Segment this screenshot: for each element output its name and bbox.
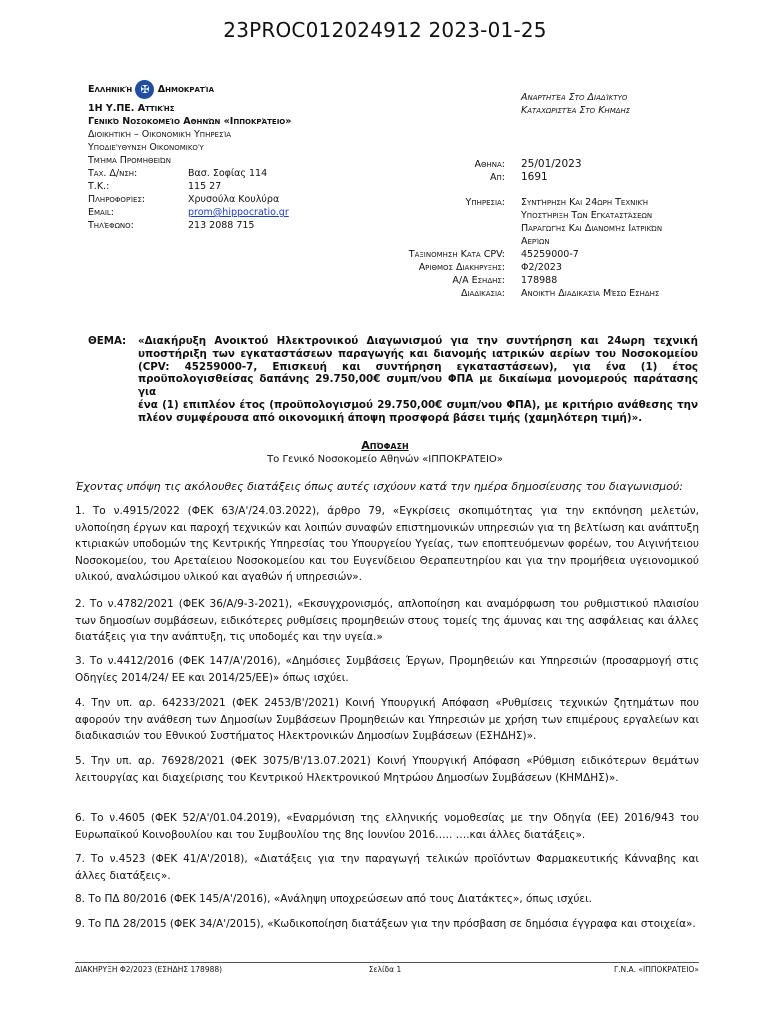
service-row [380,196,710,248]
protocol-value: 1691 [521,171,548,183]
org-line-1b: Δημοκρατία [157,84,215,95]
cpv-label: Ταξινομηση Κατα CPV: [408,249,505,260]
esidis-value: 178988 [521,275,558,286]
provision-2: 2. Το ν.4782/2021 (ΦΕΚ 36/Α/9-3-2021), «Εκσυγχρονισμός, απλοποίηση και αναμόρφωση του ρυθμιστικού πλαισίου των δημοσίων συμβάσεων, ειδικότερες ρυθμίσεις προμηθειών στους τομείς της άμυνας και της ασφάλειας και άλλες διατάξεις για την ανάπτυξη, τις υποδομές και την υγεία.» [75,598,699,643]
phone-row [88,219,348,232]
cpv-row [380,248,710,261]
postcode-label: Τ.Κ.: [88,181,110,192]
provision-1: 1. Το ν.4915/2022 (ΦΕΚ 63/Α'/24.03.2022), άρθρο 79, «Εγκρίσεις σκοπιμότητας για την εκπόνηση μελετών, υλοποίηση έργων και παροχή τεχνικών και λοιπών συναφών επιστημονικών υπηρεσιών για τη βελτίωση και ανάπτυξη κτιριακών υποδομών της Κεντρικής Υπηρεσίας του Υπουργείου Υγείας, των εποπτευόμενων φορέων, του Αιγινήτειου Νοσοκομείου, του Αρεταίειου Νοσοκομείου και του Ευγενίδειου Θεραπευτηρίου και για την προμήθεια υγειονομικού υλικού, αναλώσιμου υλικού και αγαθών ή υπηρεσιών». [75,505,699,583]
procedure-row [380,287,710,300]
tender-number-label: Αριθμος Διακηρυξης: [418,262,505,273]
publish-line-2: Καταχωριστέα Στο Κημδης [521,105,631,116]
esidis-row [380,274,710,287]
org-line-1 [88,78,348,102]
decision-intro: Έχοντας υπόψη τις ακόλουθες διατάξεις όπως αυτές ισχύουν κατά την ημέρα δημοσίευσης του διαγωνισμού: [75,480,683,493]
footer-right: Γ.Ν.Α. «ΙΠΠΟΚΡΑΤΕΙΟ» [613,965,699,974]
protocol-row [380,171,710,184]
service-line-4: Αερίων [521,236,550,247]
procedure-label: Διαδικασια: [460,288,505,299]
org-line-5: Υποδιεύθυνση Οικονομικού [88,142,204,153]
org-line-2: 1Η Υ.ΠΕ. Αττικής [88,103,175,114]
postcode-row [88,180,348,193]
tender-number-value: Φ2/2023 [521,262,562,273]
provision-3: 3. Το ν.4412/2016 (ΦΕΚ 147/Α'/2016), «Δημόσιες Συμβάσεις Έργων, Προμηθειών και Υπηρεσιών (προσαρμογή στις Οδηγίες 2014/24/ ΕΕ και 2014/25/ΕΕ)» όπως ισχύει. [75,655,699,684]
provision-4: 4. Την υπ. αρ. 64233/2021 (ΦΕΚ 2453/Β'/2021) Κοινή Υπουργική Απόφαση «Ρυθμίσεις τεχνικών ζητημάτων που αφορούν την ανάθεση των Δημοσίων Συμβάσεων Προμηθειών και Υπηρεσιών με χρήση των επιμέρους εργαλείων και διαδικασιών του Εθνικού Συστήματος Ηλεκτρονικών Δημοσίων Συμβάσεων (ΕΣΗΔΗΣ)». [75,697,699,742]
subject-text [138,335,698,425]
service-value [521,196,662,248]
address-label: Ταχ. Δ/νση: [88,168,138,179]
subject-line-5: ένα (1) επιπλέον έτος (προϋπολογισμού 29.750,00€ συμπ/νου ΦΠΑ), με κριτήριο ανάθεσης την [138,398,698,411]
cpv-value: 45259000-7 [521,249,579,260]
esidis-label: Α/Α Εσηδης: [452,275,505,286]
email-link[interactable]: prom@hippocratio.gr [188,207,289,218]
org-line-6: Τμήμα Προμηθειών [88,155,171,166]
service-line-1: Συντήρηση Και 24ωρη Τεχνική [521,197,649,208]
address-value: Βασ. Σοφίας 114 [188,168,268,179]
greek-republic-emblem-icon: ✠ [135,80,154,99]
document-id: 23PROC012024912 2023-01-25 [223,18,547,42]
org-header [88,78,348,232]
provision-6: 6. Το ν.4605 (ΦΕΚ 52/Α'/01.04.2019), «Εναρμόνιση της ελληνικής νομοθεσίας με την Οδηγία (ΕΕ) 2016/943 του Ευρωπαϊκού Κοινοβουλίου και του Συμβουλίου της 8ης Ιουνίου 2016….. ….και άλλες διατάξεις». [75,812,699,841]
postcode-value: 115 27 [188,181,222,192]
date-row [380,158,710,171]
contact-row [88,193,348,206]
contact-label: Πληροφορίες: [88,194,146,205]
decision-subtitle: Το Γενικό Νοσοκομείο Αθηνών «ΙΠΠΟΚΡΑΤΕΙΟ» [267,454,503,465]
provision-9: 9. Το ΠΔ 28/2015 (ΦΕΚ 34/Α'/2015), «Κωδικοποίηση διατάξεων για την πρόσβαση σε δημόσια έγγραφα και στοιχεία». [75,918,696,930]
subject-line-1: «Διακήρυξη Ανοικτού Ηλεκτρονικού Διαγωνισμού για την συντήρηση και 24ωρη τεχνική [138,335,698,347]
tender-number-row [380,261,710,274]
publish-notes [521,91,630,117]
provision-5: 5. Την υπ. αρ. 76928/2021 (ΦΕΚ 3075/Β'/13.07.2021) Κοινή Υπουργική Απόφαση «Ρύθμιση ειδικότερων θεμάτων λειτουργίας και διαχείρισης του Κεντρικού Ηλεκτρονικού Μητρώου Δημοσίων Συμβάσεων (ΚΗΜΔΗΣ)». [75,755,699,784]
procedure-value: Ανοικτή Διαδικασία Μέσω Εσηδης [521,288,660,299]
service-line-3: Παραγωγής Και Διανομής Ιατρικών [521,223,663,234]
footer-page-number: Σελίδα 1 [368,965,402,974]
email-label: Email: [88,207,114,218]
service-line-2: Υποστήριξη Των Εγκαταστάσεων [521,210,653,221]
service-label: Υπηρεσια: [465,197,505,208]
footer-left: ΔΙΑΚΗΡΥΞΗ Φ2/2023 (ΕΣΗΔΗΣ 178988) [75,965,223,974]
org-line-1a: Ελληνική [88,84,133,95]
provision-7: 7. Το ν.4523 (ΦΕΚ 41/Α'/2018), «Διατάξεις για την παραγωγή τελικών προϊόντων Φαρμακευτικής Κάνναβης και άλλες διατάξεις». [75,853,699,882]
date-value: 25/01/2023 [521,158,582,170]
subject-line-6: πλέον συμφέρουσα από οικονομική άποψη προσφορά βάσει τιμής (χαμηλότερη τιμή)». [138,411,643,424]
protocol-label: Απ: [490,172,505,183]
org-line-4: Διοικητική – Οικονομική Υπηρεσία [88,129,232,140]
phone-value: 213 2088 715 [188,220,255,231]
publish-line-1: Αναρτητέα Στο Διαδίκτυο [521,92,628,103]
contact-value: Χρυσούλα Κουλύρα [188,194,280,205]
org-line-3: Γενικό Νοσοκομείο Αθηνών «Ιπποκράτειο» [88,116,292,127]
date-label: Αθηνα: [474,159,505,170]
subject-label: ΘΕΜΑ: [88,335,127,347]
phone-label: Τηλέφωνο: [88,220,134,231]
subject-line-4: προϋπολογισθείσας δαπάνης 29.750,00€ συμπ/νου ΦΠΑ με δικαίωμα μονομερούς παράτασης για [138,373,698,399]
provision-8: 8. Το ΠΔ 80/2016 (ΦΕΚ 145/Α'/2016), «Ανάληψη υποχρεώσεων από τους Διατάκτες», όπως ισχύει. [75,893,592,905]
document-meta [380,158,710,300]
decision-title: Απόφαση [361,439,409,452]
subject-line-2: υποστήριξη των εγκαταστάσεων παραγωγής και διανομής ιατρικών αερίων του Νοσοκομείου [138,347,698,360]
subject-line-3: (CPV: 45259000-7, Επισκευή και συντήρηση εγκαταστάσεων), για ένα (1) έτος [138,360,698,373]
email-row [88,206,348,219]
footer-divider [75,962,699,963]
address-row [88,167,348,180]
